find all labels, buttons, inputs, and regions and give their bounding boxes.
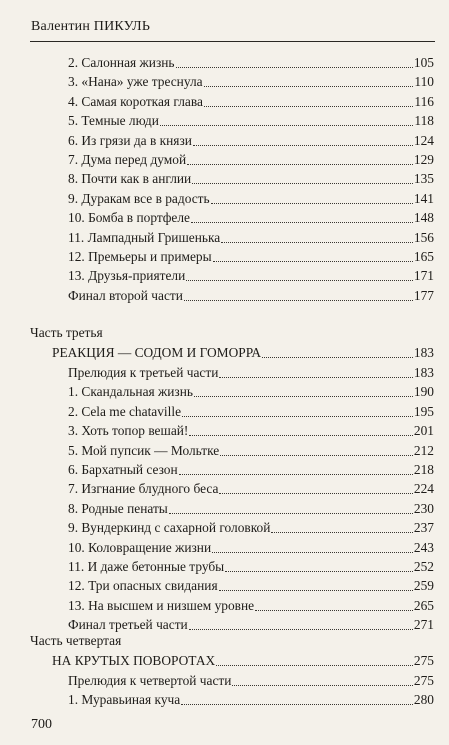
toc-entry-title: 8. Почти как в англии bbox=[68, 171, 192, 187]
toc-entry-title: 11. И даже бетонные трубы bbox=[68, 559, 225, 574]
toc-entry-title: 3. «Нана» уже треснула bbox=[68, 74, 203, 90]
toc-entry-title: 12. Премьеры и примеры bbox=[68, 249, 212, 264]
toc-entry bbox=[68, 443, 434, 459]
dot-leader bbox=[184, 300, 413, 301]
toc-entry-title: 5. Темные люди bbox=[68, 113, 159, 129]
toc-entry bbox=[68, 74, 434, 90]
toc-entry-title: 7. Изгнание блудного беса bbox=[68, 481, 219, 497]
toc-entry-title: 1. Скандальная жизнь bbox=[68, 384, 193, 400]
toc-entry bbox=[68, 55, 434, 71]
toc-entry-title: 7. Дума перед думой bbox=[68, 152, 187, 167]
toc-entry bbox=[68, 113, 434, 129]
toc-entry bbox=[68, 501, 434, 517]
toc-entry-page: 259 bbox=[413, 578, 434, 594]
toc-entry-page: 135 bbox=[413, 171, 434, 187]
toc-entry-title: Прелюдия к третьей части bbox=[68, 365, 219, 380]
toc-entry-page: 201 bbox=[413, 423, 434, 439]
toc-entry-page: 110 bbox=[414, 74, 434, 90]
toc-entry-title: 9. Дуракам все в радость bbox=[68, 190, 210, 206]
dot-leader bbox=[192, 183, 413, 184]
dot-leader bbox=[176, 67, 413, 68]
toc-entry-title: 2. Салонная жизнь bbox=[68, 55, 175, 70]
dot-leader bbox=[204, 106, 413, 107]
dot-leader bbox=[193, 145, 413, 146]
toc-entry bbox=[68, 152, 434, 168]
toc-entry bbox=[68, 462, 434, 478]
toc-entry bbox=[68, 365, 434, 381]
toc-entry bbox=[68, 423, 434, 439]
toc-entry-title: 10. Коловращение жизни bbox=[68, 539, 212, 555]
toc-entry bbox=[68, 230, 434, 246]
toc-entry-title: РЕАКЦИЯ — СОДОМ И ГОМОРРА bbox=[52, 345, 262, 360]
dot-leader bbox=[219, 590, 413, 591]
toc-entry-title: 13. На высшем и низшем уровне bbox=[68, 597, 255, 613]
dot-leader bbox=[194, 396, 413, 397]
dot-leader bbox=[179, 474, 413, 475]
toc-entry-page: 183 bbox=[413, 345, 434, 360]
dot-leader bbox=[189, 629, 413, 630]
dot-leader bbox=[181, 704, 413, 705]
toc-entry bbox=[68, 481, 434, 497]
toc-entry-title: Финал второй части bbox=[68, 287, 183, 303]
toc-entry-title: 2. Cela me chataville bbox=[68, 403, 182, 419]
dot-leader bbox=[160, 125, 413, 126]
dot-leader bbox=[204, 86, 414, 87]
toc-entry-page: 141 bbox=[413, 190, 434, 206]
toc-entry-page: 275 bbox=[413, 673, 434, 688]
toc-entry-title: 11. Лампадный Гришенька bbox=[68, 229, 221, 245]
toc-entry bbox=[68, 133, 434, 149]
dot-leader bbox=[212, 552, 413, 553]
toc-entry-page: 230 bbox=[413, 500, 434, 516]
toc-entry bbox=[68, 249, 434, 265]
dot-leader bbox=[169, 513, 413, 514]
dot-leader bbox=[219, 377, 413, 378]
dot-leader bbox=[211, 203, 413, 204]
toc-entry bbox=[68, 171, 434, 187]
toc-entry-title: 12. Три опасных свидания bbox=[68, 578, 218, 594]
toc-entry bbox=[68, 268, 434, 284]
toc-entry-page: 195 bbox=[413, 403, 434, 419]
toc-entry-page: 218 bbox=[413, 462, 434, 477]
toc-entry-title: 4. Самая короткая глава bbox=[68, 93, 203, 109]
toc-entry-title: 6. Из грязи да в князи bbox=[68, 132, 192, 148]
toc-entry bbox=[68, 578, 434, 594]
part-label: Часть третья bbox=[30, 325, 103, 340]
toc-entry-page: 275 bbox=[413, 653, 434, 668]
toc-entry-title: НА КРУТЫХ ПОВОРОТАХ bbox=[52, 653, 216, 668]
dot-leader bbox=[219, 493, 412, 494]
dot-leader bbox=[221, 242, 413, 243]
toc-entry bbox=[68, 673, 434, 689]
toc-entry-page: 156 bbox=[413, 229, 434, 245]
toc-entry-page: 183 bbox=[413, 365, 434, 380]
toc-entry-page: 148 bbox=[413, 210, 434, 226]
dot-leader bbox=[232, 685, 412, 686]
dot-leader bbox=[191, 222, 413, 223]
toc-entry-title: 10. Бомба в портфеле bbox=[68, 210, 190, 226]
toc-part-heading bbox=[52, 653, 434, 669]
dot-leader bbox=[262, 357, 413, 358]
toc-entry-page: 265 bbox=[413, 597, 434, 613]
toc-entry bbox=[68, 191, 434, 207]
toc-entry-title: 3. Хоть топор вешай! bbox=[68, 423, 189, 439]
toc-entry-page: 271 bbox=[413, 617, 434, 633]
toc-entry-title: 6. Бархатный сезон bbox=[68, 462, 178, 477]
toc-entry bbox=[68, 94, 434, 110]
toc-entry-page: 124 bbox=[413, 132, 434, 148]
toc-entry-page: 190 bbox=[413, 384, 434, 400]
part-label: Часть четвертая bbox=[30, 633, 122, 648]
dot-leader bbox=[225, 571, 413, 572]
toc-entry-page: 171 bbox=[413, 268, 434, 284]
toc-entry-page: 224 bbox=[413, 481, 434, 497]
toc-entry bbox=[68, 384, 434, 400]
page-number: 700 bbox=[31, 717, 52, 732]
toc-entry-page: 280 bbox=[413, 692, 434, 708]
dot-leader bbox=[271, 532, 413, 533]
toc-entry-title: 8. Родные пенаты bbox=[68, 500, 168, 516]
toc-part-heading bbox=[52, 345, 434, 361]
toc-entry-page: 129 bbox=[413, 152, 434, 167]
toc-entry bbox=[68, 288, 434, 304]
toc-entry bbox=[68, 540, 434, 556]
toc-entry-title: Прелюдия к четвертой части bbox=[68, 673, 232, 688]
toc-entry-title: 1. Муравьиная куча bbox=[68, 692, 181, 708]
dot-leader bbox=[255, 610, 413, 611]
toc-entry-page: 116 bbox=[414, 93, 434, 109]
toc-entry bbox=[68, 210, 434, 226]
toc-entry bbox=[68, 598, 434, 614]
dot-leader bbox=[216, 665, 413, 666]
header-rule bbox=[30, 41, 435, 42]
toc-entry-page: 177 bbox=[413, 287, 434, 303]
toc-entry-title: 13. Друзья-приятели bbox=[68, 268, 186, 284]
toc-entry-page: 243 bbox=[413, 539, 434, 555]
toc-entry-title: 9. Вундеркинд с сахарной головкой bbox=[68, 520, 271, 536]
toc-entry-title: Финал третьей части bbox=[68, 617, 188, 633]
toc-entry-page: 252 bbox=[413, 559, 434, 574]
toc-entry-page: 212 bbox=[413, 442, 434, 458]
toc-entry bbox=[68, 617, 434, 633]
dot-leader bbox=[182, 416, 413, 417]
dot-leader bbox=[187, 164, 413, 165]
toc-entry bbox=[68, 692, 434, 708]
dot-leader bbox=[189, 435, 413, 436]
toc-entry-page: 105 bbox=[413, 55, 434, 70]
toc-entry-title: 5. Мой пупсик — Мольтке bbox=[68, 442, 220, 458]
toc-entry-page: 165 bbox=[413, 249, 434, 264]
toc-entry-page: 118 bbox=[414, 113, 434, 129]
dot-leader bbox=[220, 455, 413, 456]
running-head: Валентин ПИКУЛЬ bbox=[31, 19, 151, 34]
toc-entry-page: 237 bbox=[413, 520, 434, 536]
dot-leader bbox=[213, 261, 413, 262]
toc-entry bbox=[68, 559, 434, 575]
dot-leader bbox=[186, 280, 413, 281]
toc-entry bbox=[68, 520, 434, 536]
toc-entry bbox=[68, 404, 434, 420]
